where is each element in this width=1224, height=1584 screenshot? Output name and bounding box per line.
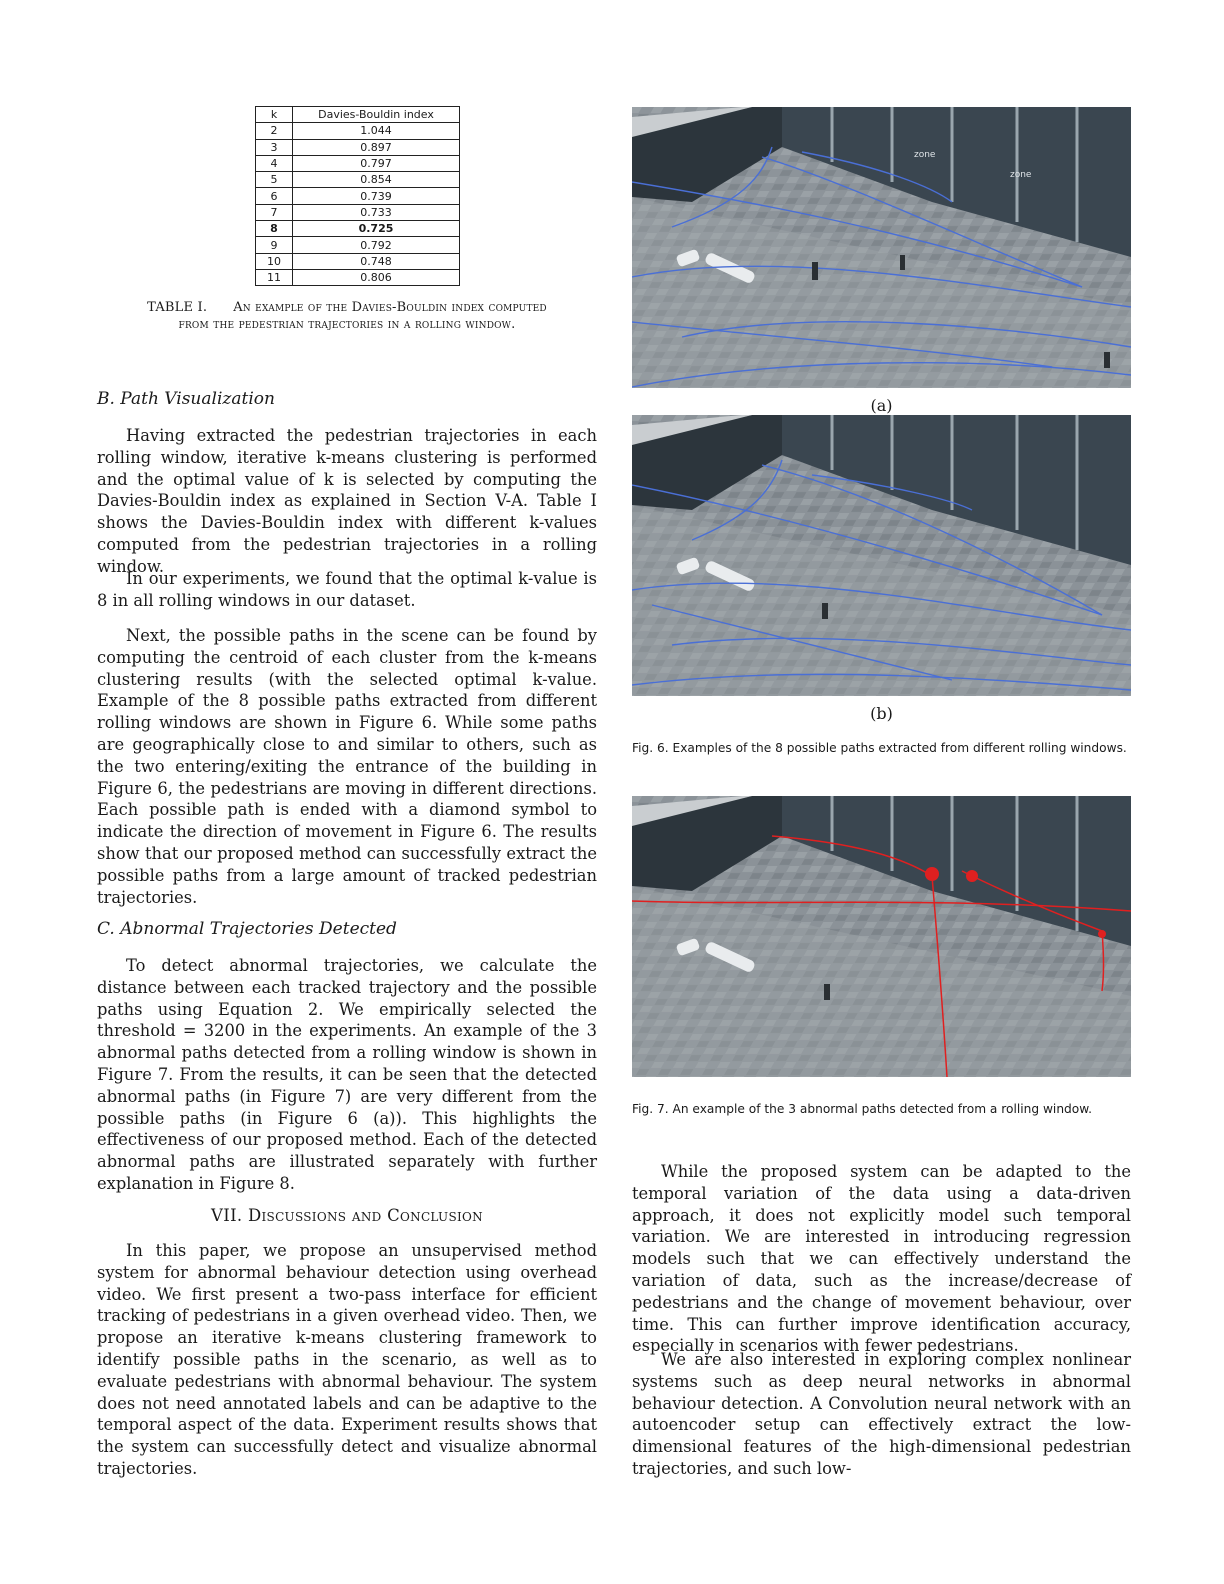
paragraph: In our experiments, we found that the optimal k-value is 8 in all rolling windows in our dataset.	[97, 569, 597, 610]
table-cell-k: 6	[256, 188, 293, 204]
section-7-body-right	[632, 1161, 1131, 1357]
pedestrians	[824, 984, 830, 1000]
table-cell-k: 2	[256, 123, 293, 139]
plaza-photo-b	[632, 415, 1131, 696]
table-cell-index: 0.739	[293, 188, 460, 204]
table-row	[256, 253, 460, 269]
davies-bouldin-table	[255, 106, 460, 286]
table-cell-k: 3	[256, 139, 293, 155]
table-1	[255, 106, 460, 286]
table-cell-index: 0.797	[293, 155, 460, 171]
paragraph: In this paper, we propose an unsupervised method system for abnormal behaviour detection using overhead video. We first present a two-pass interface for efficient tracking of pedestrians in a given overhead video. Then, we propose an iterative k-means clustering framework to identify possible paths in the scenario, as well as to evaluate pedestrians with abnormal behaviour. The system does not need annotated labels and can be adaptive to the temporal aspect of the data. Experiment results shows that the system can successfully detect and visualize abnormal trajectories.	[97, 1241, 597, 1478]
table-caption-label: TABLE I.	[147, 300, 208, 315]
table-cell-index: 0.725	[293, 221, 460, 237]
section-7-body	[97, 1240, 597, 1480]
table-cell-index: 0.792	[293, 237, 460, 253]
section-7-heading: VII. Discussions and Conclusion	[211, 1206, 483, 1225]
table-header-index: Davies-Bouldin index	[293, 107, 460, 123]
zone-sign: zone	[1010, 170, 1032, 180]
figure-6b-image	[632, 415, 1131, 696]
paragraph: Having extracted the pedestrian trajectories in each rolling window, iterative k-means clustering is performed and the optimal value of k is selected by computing the Davies-Bouldin index as explained in Section V-A. Table I shows the Davies-Bouldin index with different k-values computed from the pedestrian trajectories in a rolling window.	[97, 426, 597, 576]
figure-7-image	[632, 796, 1131, 1077]
table-caption-line1: An example of the Davies-Bouldin index computed	[233, 300, 547, 315]
figure-6-caption: Fig. 6. Examples of the 8 possible paths extracted from different rolling windows.	[632, 741, 1127, 755]
table-cell-k: 11	[256, 269, 293, 285]
table-cell-index: 0.854	[293, 172, 460, 188]
section-7-body-right-2	[632, 1349, 1131, 1480]
section-c	[97, 919, 597, 939]
section-c-heading: C. Abnormal Trajectories Detected	[97, 919, 397, 939]
section-7	[97, 1206, 597, 1225]
table-header-k: k	[256, 107, 293, 123]
table-cell-k: 7	[256, 204, 293, 220]
paragraph: Next, the possible paths in the scene can be found by computing the centroid of each cluster from the k-means clustering results (with the selected optimal k-value. Example of the 8 possible paths extracted from different rolling windows are shown in Figure 6. While some paths are geographically close to and similar to others, such as the two entering/exiting the entrance of the building in Figure 6, the pedestrians are moving in different directions. Each possible path is ended with a diamond symbol to indicate the direction of movement in Figure 6. The results show that our proposed method can successfully extract the possible paths from a large amount of tracked pedestrian trajectories.	[97, 626, 597, 907]
table-row	[256, 155, 460, 171]
figure-6a-image	[632, 107, 1131, 388]
table-header-row	[256, 107, 460, 123]
table-row	[256, 237, 460, 253]
plaza-photo-a	[632, 107, 1131, 388]
table-row	[256, 269, 460, 285]
table-cell-k: 9	[256, 237, 293, 253]
paragraph: To detect abnormal trajectories, we calculate the distance between each tracked trajectory and the possible paths using Equation 2. We empirically selected the threshold = 3200 in the experiments. An example of the 3 abnormal paths detected from a rolling window is shown in Figure 7. From the results, it can be seen that the detected abnormal paths (in Figure 7) are very different from the possible paths (in Figure 6 (a)). This highlights the effectiveness of our proposed method. Each of the detected abnormal paths are illustrated separately with further explanation in Figure 8.	[97, 956, 597, 1193]
table-row	[256, 123, 460, 139]
pedestrians	[822, 603, 828, 619]
table-cell-index: 0.806	[293, 269, 460, 285]
figure-6b-label: (b)	[870, 704, 893, 723]
table-cell-k: 5	[256, 172, 293, 188]
table-cell-k: 8	[256, 221, 293, 237]
figure-7-caption: Fig. 7. An example of the 3 abnormal paths detected from a rolling window.	[632, 1102, 1092, 1116]
paragraph: While the proposed system can be adapted to the temporal variation of the data using a data-driven approach, it does not explicitly model such temporal variation. We are interested in introducing regression models such that we can effectively understand the variation of data, such as the increase/decrease of pedestrians and the change of movement behaviour, over time. This can further improve identification accuracy, especially in scenarios with fewer pedestrians.	[632, 1162, 1131, 1356]
table-1-caption	[97, 299, 597, 333]
zone-sign: zone	[914, 150, 936, 160]
table-row	[256, 204, 460, 220]
table-caption-line2: from the pedestrian trajectories in a rolling window.	[178, 317, 516, 332]
table-cell-index: 0.733	[293, 204, 460, 220]
section-c-body	[97, 955, 597, 1195]
figure-6a-label: (a)	[870, 396, 893, 415]
section-b-body	[97, 425, 597, 578]
section-b-body-3	[97, 625, 597, 908]
table-cell-index: 0.748	[293, 253, 460, 269]
plaza-photo-abnormal	[632, 796, 1131, 1077]
table-cell-k: 10	[256, 253, 293, 269]
section-b	[97, 389, 597, 409]
section-b-heading: B. Path Visualization	[97, 389, 275, 409]
table-row	[256, 172, 460, 188]
table-cell-index: 0.897	[293, 139, 460, 155]
table-row	[256, 188, 460, 204]
paragraph: We are also interested in exploring complex nonlinear systems such as deep neural networks in abnormal behaviour detection. A Convolution neural network with an autoencoder setup can effectively extract the low-dimensional features of the high-dimensional pedestrian trajectories, and such low-	[632, 1350, 1131, 1478]
section-b-body-2	[97, 568, 597, 612]
table-row	[256, 139, 460, 155]
table-cell-k: 4	[256, 155, 293, 171]
table-row-best	[256, 221, 460, 237]
table-cell-index: 1.044	[293, 123, 460, 139]
